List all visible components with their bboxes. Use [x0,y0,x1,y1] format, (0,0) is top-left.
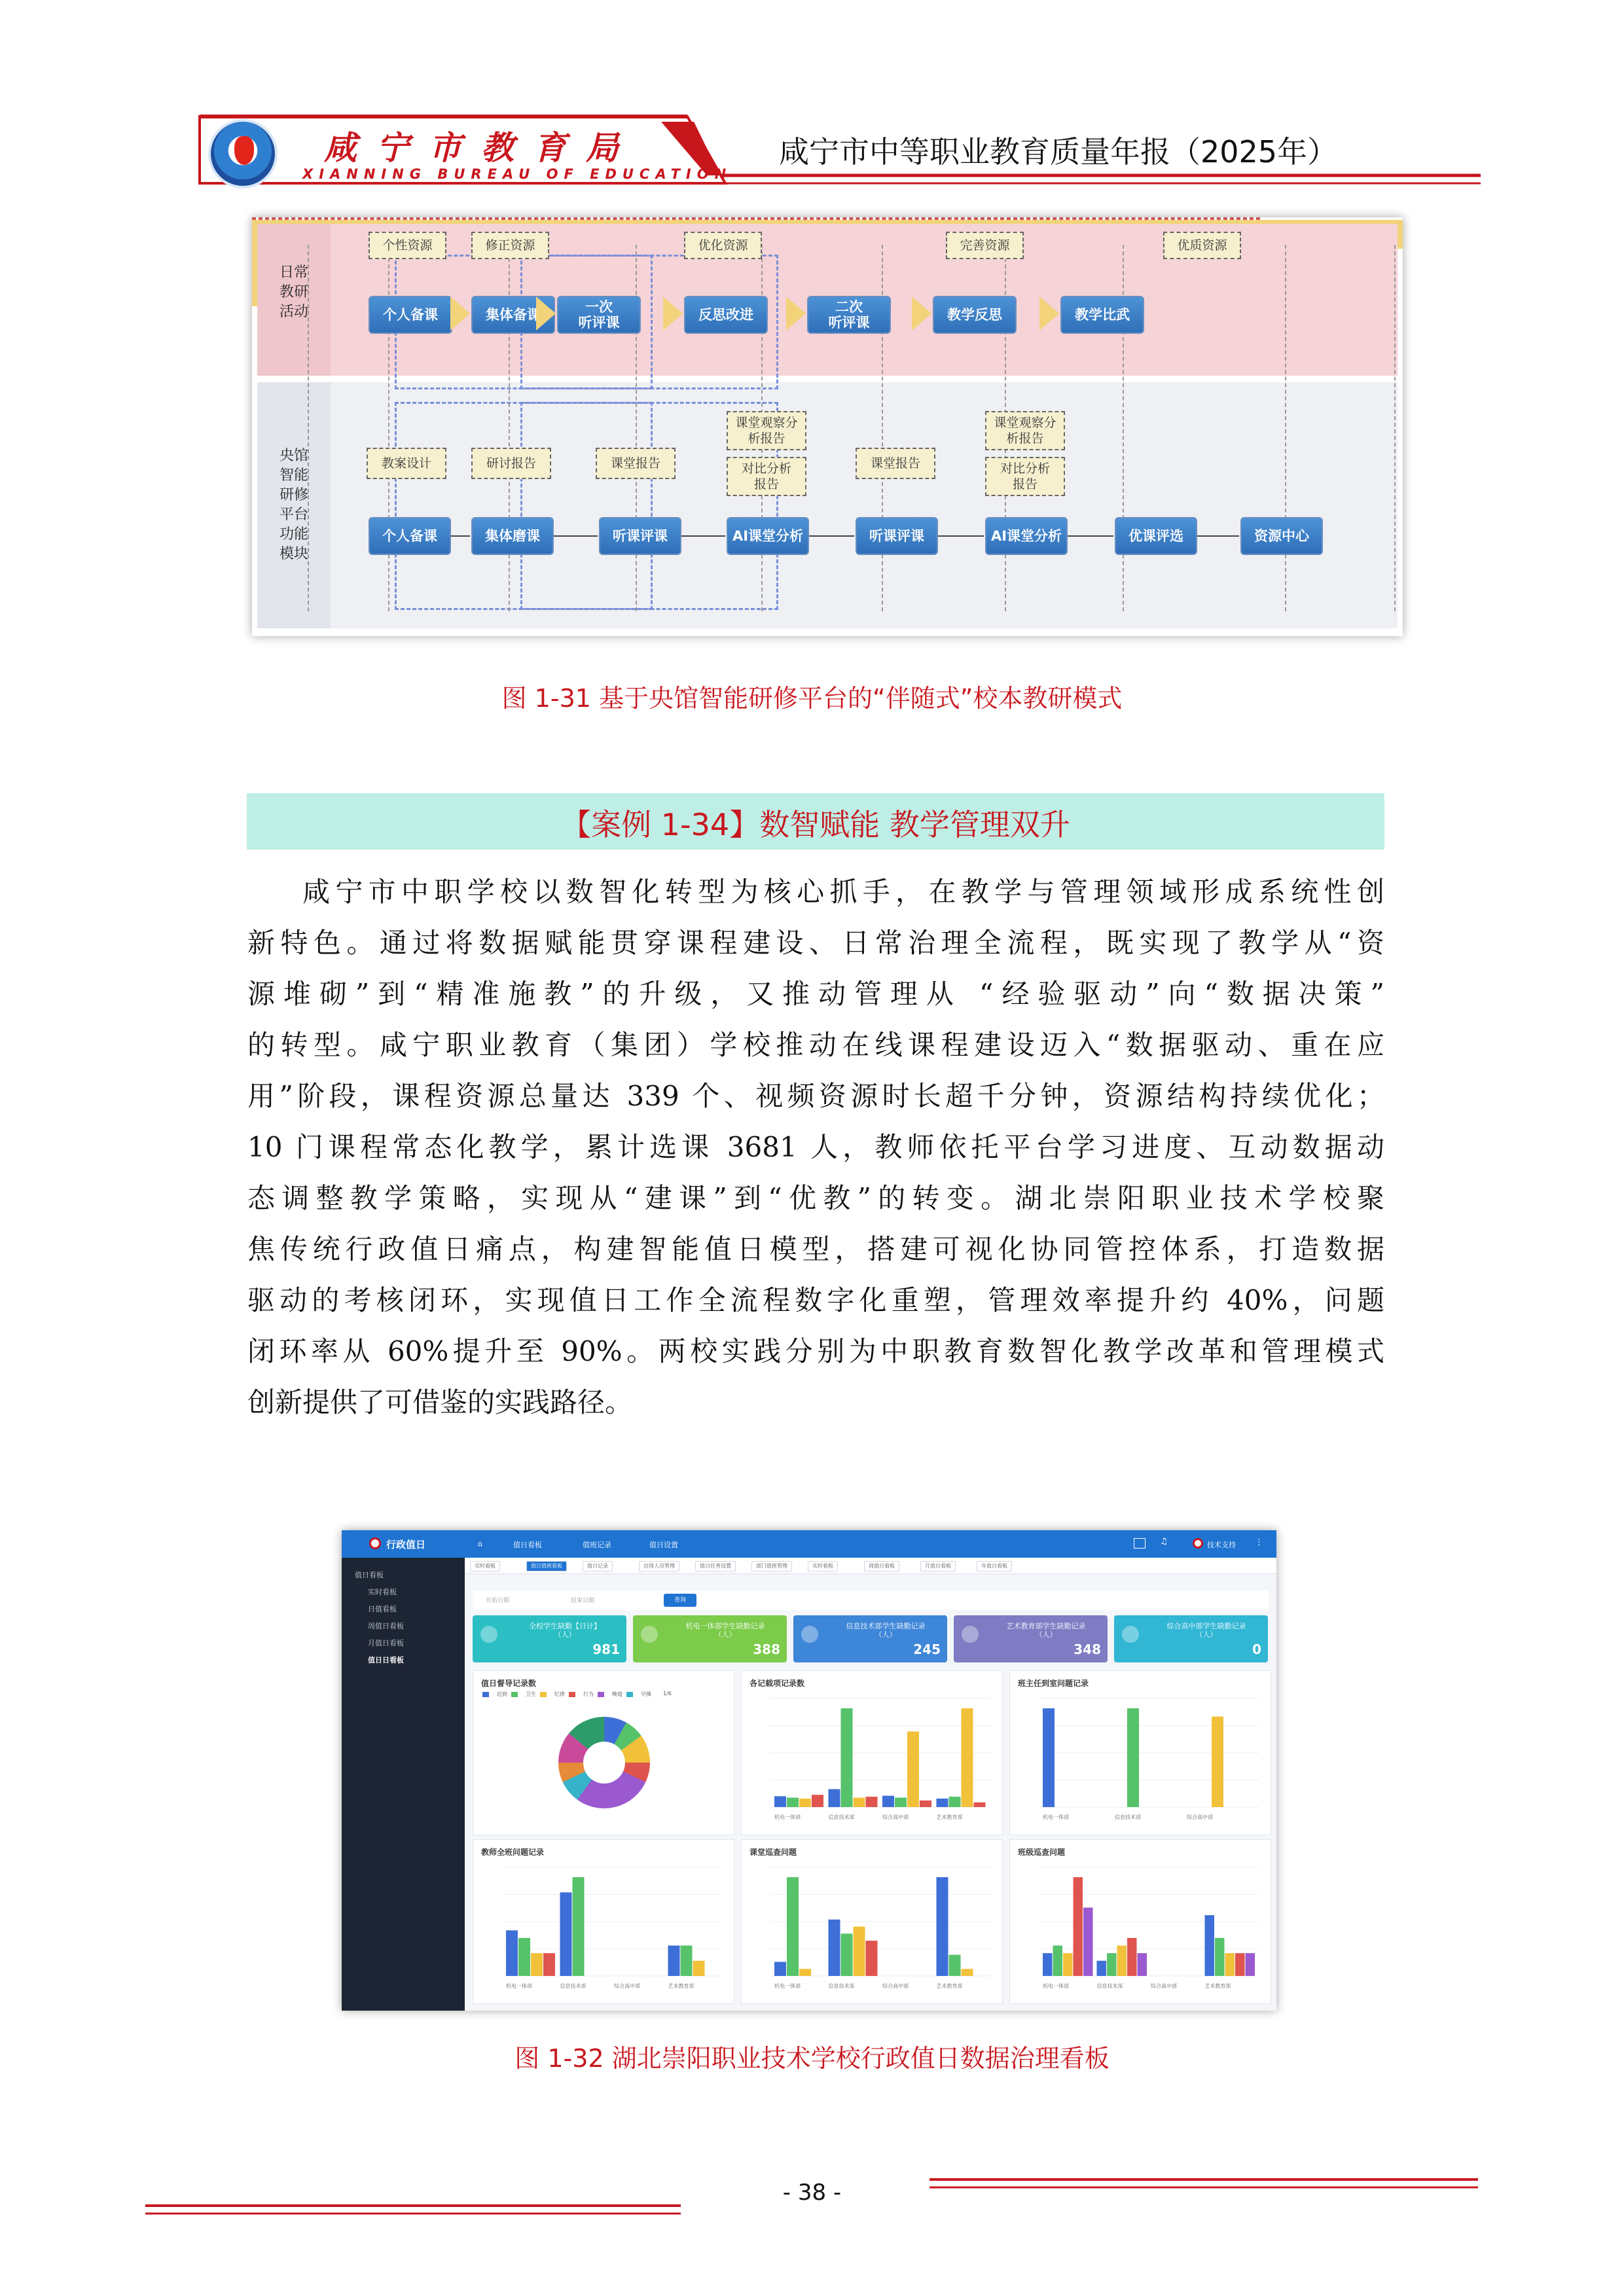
dept-label: 综合高中部 [882,1983,909,1989]
flow-arrow [554,535,598,537]
kpi-label: 机电一体部学生缺勤记录 （人） [685,1622,765,1639]
bar-chart [486,1862,722,1993]
filter-bar [473,1590,1269,1610]
bar [774,1796,786,1807]
report-node-0: 教案设计 [367,448,446,479]
legend-pager[interactable]: 1/6 [663,1691,672,1696]
dept-label: 艺术教育部 [936,1983,963,1989]
tab-6[interactable]: 实时看板 [808,1561,838,1571]
flow-arrow [1068,535,1113,537]
kpi-value: 388 [753,1641,780,1657]
kpi-icon [962,1626,979,1643]
bureau-logo [208,119,278,188]
nav-records[interactable]: 值班记录 [583,1541,611,1549]
connector-line [1285,245,1286,611]
platform-step-7: 资源中心 [1240,517,1323,555]
daily-step-3: 反思改进 [684,296,768,334]
duty-dashboard-screenshot [342,1530,1276,2011]
resource-node-4: 优质资源 [1163,232,1241,259]
dept-label: 艺术教育部 [1204,1983,1231,1989]
bar [787,1798,799,1807]
flow-arrow [938,535,984,537]
report-node-3: 课堂观察分 析报告 [727,411,806,450]
report-node-7: 对比分析 报告 [985,457,1065,496]
legend-item: 晚寝 [598,1692,623,1697]
tab-4[interactable]: 值日任务设置 [695,1561,736,1571]
bar [693,1961,705,1976]
dept-label: 综合高中部 [882,1814,909,1820]
tab-9[interactable]: 年值日看板 [977,1561,1012,1571]
bar-chart [755,1862,990,1993]
flow-arrow [1197,535,1239,537]
bar [1127,1708,1139,1807]
panel-title: 班级巡查问题 [1018,1848,1066,1857]
app-logo-icon [369,1537,381,1549]
donut-chart [558,1717,650,1808]
dept-label: 综合高中部 [1187,1814,1213,1820]
bar [841,1708,853,1807]
case-line: 焦传统行政值日痛点，构建智能值日模型，搭建可视化协同管控体系，打造数据 [247,1233,1384,1265]
panel-title: 教师全班问题记录 [481,1848,545,1857]
bar [895,1798,907,1807]
more-icon[interactable]: ⋮ [1255,1537,1263,1547]
dept-label: 机电一体部 [774,1983,801,1989]
bar-chart [1023,1693,1259,1824]
kpi-label: 信息技术部学生缺勤记录 （人） [846,1622,926,1639]
case-line: 10 门课程常态化教学，累计选课 3681 人，教师依托平台学习进度、互动数据动 [247,1131,1384,1163]
panel-title: 值日督导记录数 [481,1679,537,1688]
chart-panel-0 [473,1670,734,1835]
daily-step-6: 教学比武 [1060,296,1144,334]
dept-label: 综合高中部 [614,1983,640,1989]
dept-label: 综合高中部 [1151,1983,1177,1989]
sidebar-item-1[interactable]: 实时看板 [368,1588,397,1596]
bar-chart [755,1693,990,1824]
dashboard-topbar [342,1530,1276,1558]
kpi-icon [1122,1626,1139,1643]
resource-node-2: 优化资源 [684,232,762,259]
dept-label: 信息技术部 [560,1983,586,1989]
bar [1138,1953,1147,1976]
start-date-input[interactable]: 开始日期 [486,1598,510,1604]
sidebar-item-0[interactable]: 值日看板 [355,1571,384,1579]
flow-arrow [681,535,725,537]
bar [799,1969,811,1976]
kpi-card-2 [793,1615,947,1662]
report-node-5: 课堂报告 [856,448,935,479]
dept-label: 信息技术部 [828,1814,855,1820]
platform-step-5: AI课堂分析 [985,517,1068,555]
bar [531,1953,543,1976]
home-icon[interactable]: ⌂ [478,1539,482,1548]
bar [907,1731,919,1807]
dashboard-sidebar [342,1558,465,2011]
bureau-name-en: XIANNING BUREAU OF EDUCATION [302,166,732,182]
bar [812,1795,823,1807]
kpi-icon [801,1626,818,1643]
bar [573,1877,585,1976]
case-line: 用”阶段，课程资源总量达 339 个、视频资源时长超千分钟，资源结构持续优化； [247,1080,1384,1112]
legend-item: 卫生 [511,1692,536,1697]
resource-node-1: 修正资源 [471,232,549,259]
resource-node-0: 个性资源 [369,232,446,259]
case-line: 创新提供了可借鉴的实践路径。 [247,1386,633,1418]
platform-step-1: 集体磨课 [471,517,554,555]
teaching-research-diagram [252,217,1403,636]
platform-step-6: 优课评选 [1115,517,1197,555]
bar [829,1789,840,1807]
kpi-label: 综合高中部学生缺勤记录 （人） [1166,1622,1246,1639]
bar [866,1941,878,1976]
bar [854,1927,865,1976]
bar [920,1801,931,1807]
case-line: 咸宁市中职学校以数智化转型为核心抓手，在教学与管理领域形成系统性创 [302,876,1384,908]
dept-label: 艺术教育部 [936,1814,963,1820]
bar [949,1797,961,1807]
user-name[interactable]: 技术支持 [1207,1541,1236,1549]
bar [774,1962,786,1976]
platform-step-0: 个人备课 [369,517,451,555]
flow-arrow [809,535,854,537]
bar [518,1938,530,1976]
bar [1053,1946,1063,1976]
kpi-icon [480,1626,497,1643]
report-node-1: 研讨报告 [471,448,551,479]
bar [1235,1953,1245,1976]
tab-3[interactable]: 出现人员管理 [639,1561,679,1571]
daily-step-5: 教学反思 [933,296,1017,334]
sidebar-item-5[interactable]: 值日日看板 [368,1656,404,1664]
sidebar-item-3[interactable]: 周值日看板 [368,1622,404,1630]
bar [962,1708,973,1807]
bar [1246,1953,1255,1976]
case-line: 新特色。通过将数据赋能贯穿课程建设、日常治理全流程，既实现了教学从“资 [247,927,1384,959]
panel-title: 班主任到室问题记录 [1018,1679,1089,1688]
nav-dashboard[interactable]: 值日看板 [513,1541,542,1549]
kpi-value: 0 [1252,1641,1261,1657]
sidebar-item-2[interactable]: 日值看板 [368,1605,397,1613]
platform-step-4: 听课评课 [856,517,938,555]
arrow-head [663,296,683,331]
tab-7[interactable]: 周值日看板 [864,1561,899,1571]
bar [1097,1961,1107,1976]
kpi-label: 艺术教育部学生缺勤记录 （人） [1006,1622,1086,1639]
tab-8[interactable]: 月值日看板 [920,1561,956,1571]
kpi-value: 348 [1074,1641,1101,1657]
bar [1225,1953,1235,1976]
bar [841,1933,853,1976]
report-node-2: 课堂报告 [596,448,676,479]
legend-item: 早操 [626,1692,651,1697]
case-line: 源堆砌”到“精准施教”的升级，又推动管理从 “经验驱动”向“数据决策” [247,978,1384,1010]
arrow-head [786,296,806,331]
bar [799,1799,811,1807]
bar [787,1877,799,1976]
kpi-icon [641,1626,658,1643]
bar [937,1799,948,1807]
kpi-value: 981 [592,1641,620,1657]
daily-step-2: 一次 听评课 [557,296,641,334]
nav-settings[interactable]: 值日设置 [649,1541,678,1549]
tab-1[interactable]: 值日值班看板 [526,1561,567,1571]
case-line: 驱动的考核闭环，实现值日工作全流程数字化重塑，管理效率提升约 40%，问题 [247,1284,1384,1316]
bar [1215,1938,1225,1976]
fullscreen-icon[interactable] [1134,1538,1146,1549]
bar [1043,1953,1053,1976]
kpi-label: 全校学生缺勤【日计】 （人） [529,1622,601,1639]
kpi-card-4 [1114,1615,1268,1662]
report-node-4: 对比分析 报告 [727,457,806,496]
end-date-input[interactable]: 结束日期 [571,1598,595,1604]
kpi-card-0 [473,1615,626,1662]
app-title: 行政值日 [386,1539,426,1551]
bar [829,1920,840,1976]
bar [1127,1938,1137,1976]
kpi-card-3 [954,1615,1108,1662]
bar [1083,1908,1093,1976]
bar [949,1955,961,1976]
row-label-platform: 央馆 智能 研修 平台 功能 模块 [279,448,308,562]
kpi-value: 245 [913,1641,941,1657]
connector-line [308,245,309,611]
daily-step-1: 集体备课 [471,296,555,334]
dept-label: 机电一体部 [1043,1983,1069,1989]
bar [1212,1717,1223,1807]
chart-panel-2 [1009,1670,1271,1835]
dept-label: 信息技术部 [1115,1814,1141,1820]
dept-label: 机电一体部 [506,1983,532,1989]
bar [937,1877,948,1976]
report-node-6: 课堂观察分 析报告 [985,411,1065,450]
daily-step-0: 个人备课 [369,296,452,334]
legend-item: 迟到 [482,1692,507,1697]
bar [866,1797,878,1807]
bar [1043,1708,1055,1807]
arrow-head [450,296,470,331]
case-title: 【案例 1-34】数智赋能 教学管理双升 [561,807,1070,842]
resource-node-3: 完善资源 [946,232,1024,259]
report-title: 咸宁市中等职业教育质量年报（2025年） [779,134,1338,170]
bar [543,1953,555,1976]
bar [560,1892,572,1976]
daily-step-4: 二次 听评课 [807,296,891,334]
arrow-head [536,296,556,331]
search-button[interactable]: 查询 [664,1594,696,1607]
dept-label: 信息技术部 [828,1983,855,1989]
bell-icon[interactable]: ♫ [1160,1537,1168,1547]
case-line: 闭环率从 60%提升至 90%。两校实践分别为中职教育数智化教学改革和管理模式 [247,1335,1384,1367]
tab-5[interactable]: 部门值班管理 [751,1561,792,1571]
bar [1205,1915,1215,1976]
kpi-card-1 [633,1615,787,1662]
legend-item: 纪律 [540,1692,565,1697]
chart-panel-5 [1009,1839,1271,2004]
bar [882,1796,894,1807]
chart-panel-1 [741,1670,1003,1835]
panel-title: 课堂巡查问题 [749,1848,797,1857]
dept-label: 信息技术部 [1096,1983,1123,1989]
row-label-daily: 日常 教研 活动 [279,264,308,320]
chart-panel-4 [741,1839,1003,2004]
arrow-head [912,296,931,331]
platform-step-2: 听课评课 [599,517,681,555]
case-line: 态调整教学策略，实现从“建课”到“优教”的转变。湖北崇阳职业技术学校聚 [247,1182,1384,1214]
figure-31-caption: 图 1-31 基于央馆智能研修平台的“伴随式”校本教研模式 [501,684,1123,713]
page-number: - 38 - [782,2179,842,2206]
panel-title: 各记载项记录数 [749,1679,805,1688]
bar [962,1969,973,1976]
dept-label: 艺术教育部 [668,1983,695,1989]
chart-panel-3 [473,1839,734,2004]
bar [1074,1877,1083,1976]
bar [1063,1953,1073,1976]
bar [1107,1953,1117,1976]
flow-arrow [451,535,470,537]
bar-chart [1023,1862,1259,1993]
bar [974,1803,986,1807]
sidebar-item-4[interactable]: 月值日看板 [368,1639,404,1647]
tab-0[interactable]: 实时看板 [470,1561,500,1571]
donut-hole [583,1742,625,1784]
dept-label: 机电一体部 [774,1814,801,1820]
bar [854,1798,865,1807]
bar [681,1946,693,1976]
case-line: 的转型。咸宁职业教育（集团）学校推动在线课程建设迈入“数据驱动、重在应 [247,1029,1384,1061]
tab-2[interactable]: 值日记录 [583,1561,613,1571]
figure-32-caption: 图 1-32 湖北崇阳职业技术学校行政值日数据治理看板 [514,2044,1110,2073]
user-avatar[interactable] [1193,1538,1203,1549]
platform-step-3: AI课堂分析 [727,517,809,555]
bureau-name-cn: 咸宁市教育局 [324,128,638,167]
legend-item: 行为 [569,1692,594,1697]
bar [506,1930,518,1976]
bar [1117,1946,1127,1976]
bar [668,1946,680,1976]
connector-line [1394,245,1396,611]
arrow-head [1039,296,1059,331]
dept-label: 机电一体部 [1043,1814,1069,1820]
